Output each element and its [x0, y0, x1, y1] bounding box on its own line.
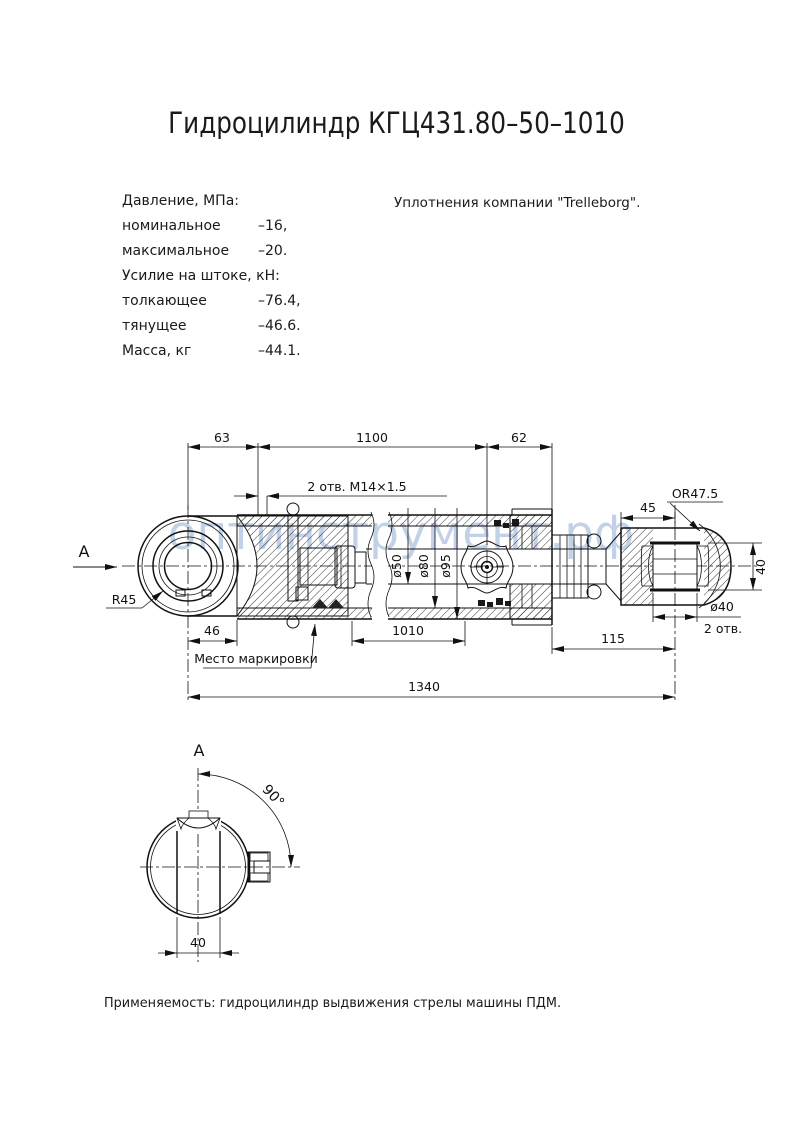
- sphere-radius-label: OR47.5: [671, 486, 719, 501]
- barrel-wall-bottom: [237, 608, 552, 619]
- section-label: A: [193, 741, 205, 760]
- spec-pull: тянущее –46.6.: [122, 318, 301, 334]
- dim-63: 63: [214, 430, 230, 445]
- dim-1340: 1340: [408, 679, 440, 694]
- bore-dia-label: ø40: [710, 599, 734, 614]
- watermark: оптинструмент.рф: [167, 506, 635, 561]
- dia-80-label: ø80: [416, 554, 431, 578]
- spec-push: толкающее –76.4,: [122, 293, 301, 309]
- section-a-view: [140, 741, 300, 962]
- weld-ear-bottom: [587, 585, 601, 599]
- dia-95-label: ø95: [438, 554, 453, 578]
- ports-note: 2 отв. M14×1.5: [307, 479, 407, 494]
- view-arrow-label: A: [78, 542, 90, 561]
- marking-label: Место маркировки: [194, 651, 318, 666]
- spec-nominal: номинальное –16,: [122, 218, 288, 234]
- dim-62: 62: [511, 430, 527, 445]
- drawing-title: Гидроцилиндр КГЦ431.80–50–1010: [168, 106, 625, 140]
- right-eye: [621, 524, 731, 608]
- spec-pressure-header: Давление, МПа:: [122, 193, 239, 209]
- dim-1010: 1010: [392, 623, 424, 638]
- spec-mass: Масса, кг –44.1.: [122, 343, 301, 359]
- section-angle-label: 90°: [258, 781, 288, 811]
- dim-45: 45: [640, 500, 656, 515]
- radius-r45-label: R45: [111, 592, 137, 607]
- dim-40-width: 40: [753, 559, 768, 575]
- seals-note: Уплотнения компании "Trelleborg".: [394, 195, 641, 211]
- dia-50-label: ø50: [389, 554, 404, 578]
- dim-46: 46: [204, 623, 220, 638]
- bore-holes-label: 2 отв.: [703, 621, 743, 636]
- dim-1100: 1100: [356, 430, 388, 445]
- spec-max: максимальное –20.: [122, 243, 288, 259]
- gland-bottom: [510, 584, 552, 619]
- application-note: Применяемость: гидроцилиндр выдвижения стрелы машины ПДМ.: [104, 995, 562, 1011]
- section-dim-40: 40: [190, 935, 206, 950]
- spec-force-header: Усилие на штоке, кН:: [122, 268, 280, 284]
- dim-115: 115: [601, 631, 625, 646]
